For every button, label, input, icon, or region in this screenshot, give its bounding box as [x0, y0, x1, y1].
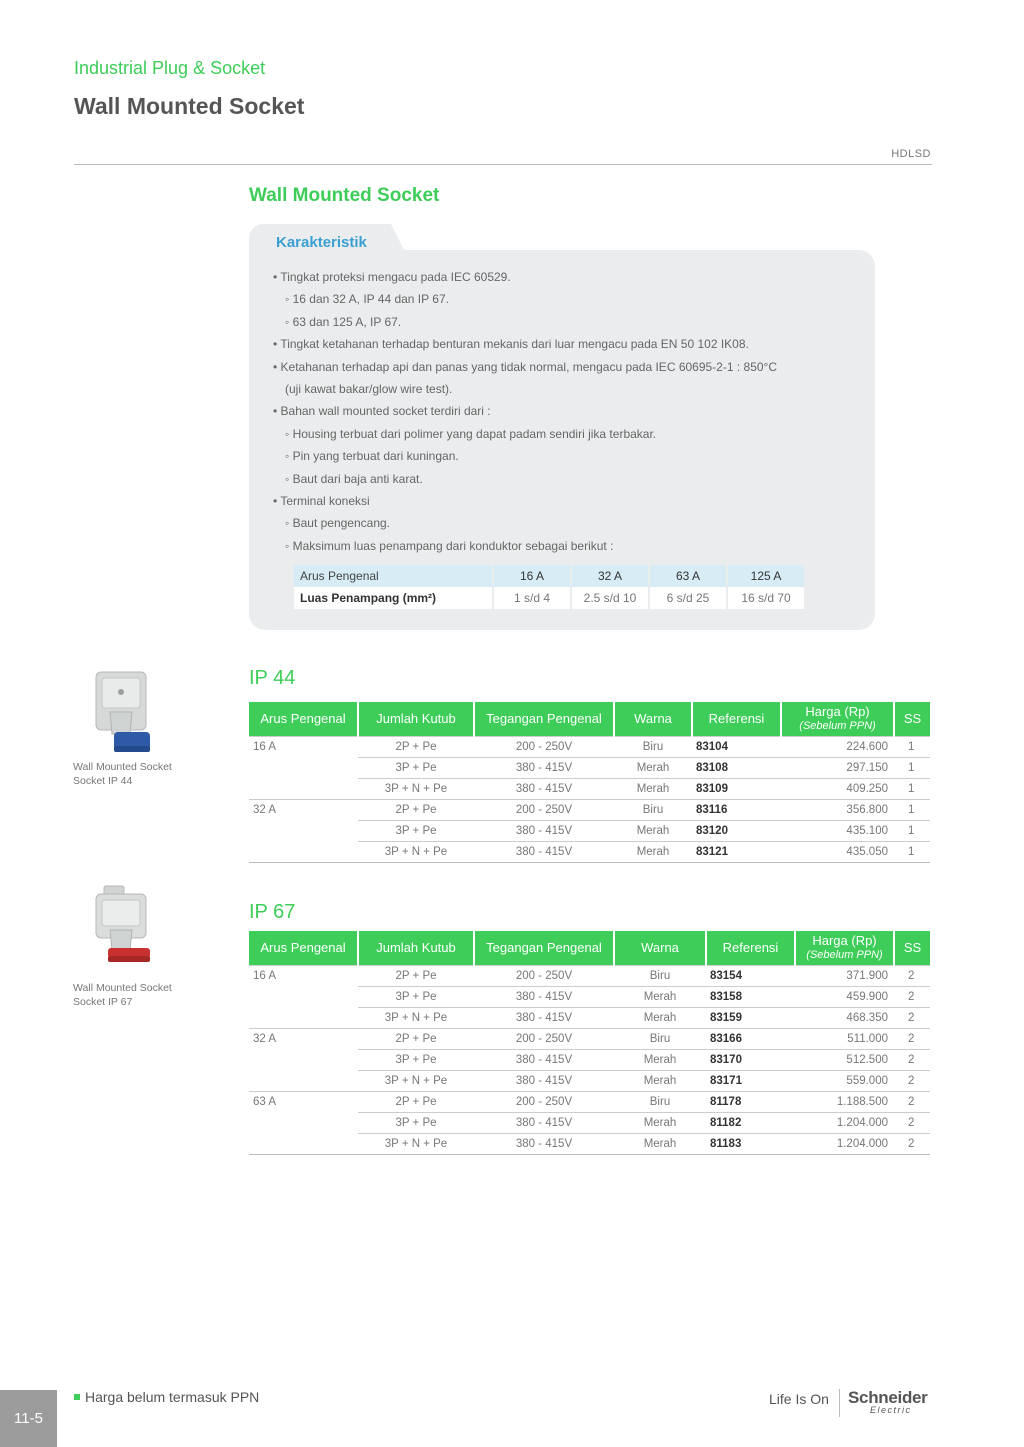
ss-cell: 1: [894, 758, 930, 779]
harga-cell: 435.050: [781, 842, 894, 863]
harga-cell: 1.204.000: [795, 1113, 894, 1134]
col-warna-header: Warna: [614, 931, 706, 966]
kutub-cell: 3P + N + Pe: [358, 1134, 474, 1155]
characteristic-line: ◦ 63 dan 125 A, IP 67.: [285, 314, 402, 329]
kutub-cell: 3P + Pe: [358, 1050, 474, 1071]
warna-cell: Merah: [614, 1050, 706, 1071]
warna-cell: Merah: [614, 821, 692, 842]
bullet-square-icon: [74, 1394, 80, 1400]
ip67-title: IP 67: [249, 901, 296, 923]
ss-cell: 1: [894, 842, 930, 863]
characteristic-line: • Terminal koneksi: [273, 494, 370, 509]
table-row: [249, 1134, 930, 1155]
spec-header-cell: 63 A: [649, 565, 727, 587]
col-harga-header: Harga (Rp) (Sebelum PPN): [795, 931, 894, 966]
referensi-cell: 83159: [706, 1008, 795, 1029]
ss-cell: 2: [894, 987, 930, 1008]
harga-cell: 435.100: [781, 821, 894, 842]
arus-cell: [249, 758, 358, 779]
referensi-cell: 83120: [692, 821, 781, 842]
characteristic-line: ◦ Baut pengencang.: [285, 516, 391, 531]
arus-cell: [249, 1134, 358, 1155]
socket-ip67-image: [90, 884, 156, 968]
referensi-cell: 83154: [706, 966, 795, 987]
warna-cell: Biru: [614, 966, 706, 987]
ss-cell: 1: [894, 800, 930, 821]
table-row: [249, 1071, 930, 1092]
col-arus-header: Arus Pengenal: [249, 931, 358, 966]
warna-cell: Merah: [614, 1134, 706, 1155]
characteristic-line: • Ketahanan terhadap api dan panas yang tidak normal, mengacu pada IEC 60695-2-1 : 850°C: [273, 359, 778, 374]
warna-cell: Merah: [614, 1071, 706, 1092]
tagline: Life Is On: [769, 1391, 829, 1407]
warna-cell: Merah: [614, 1008, 706, 1029]
characteristic-line: ◦ Pin yang terbuat dari kuningan.: [285, 449, 459, 464]
table-row: [249, 800, 930, 821]
characteristic-line: ◦ Maksimum luas penampang dari konduktor sebagai berikut :: [285, 538, 614, 553]
referensi-cell: 83171: [706, 1071, 795, 1092]
referensi-cell: 83104: [692, 737, 781, 758]
warna-cell: Merah: [614, 758, 692, 779]
tegangan-cell: 380 - 415V: [474, 1050, 614, 1071]
tegangan-cell: 380 - 415V: [474, 1113, 614, 1134]
tegangan-cell: 380 - 415V: [474, 987, 614, 1008]
tegangan-cell: 200 - 250V: [474, 1092, 614, 1113]
tegangan-cell: 380 - 415V: [474, 821, 614, 842]
tegangan-cell: 200 - 250V: [474, 1029, 614, 1050]
referensi-cell: 83108: [692, 758, 781, 779]
ss-cell: 1: [894, 737, 930, 758]
col-ss-header: SS: [894, 931, 930, 966]
arus-cell: [249, 1113, 358, 1134]
kutub-cell: 3P + N + Pe: [358, 842, 474, 863]
spec-header-row: [294, 565, 804, 587]
harga-cell: 512.500: [795, 1050, 894, 1071]
spec-value-cell: 16 s/d 70: [727, 587, 804, 609]
ss-cell: 2: [894, 1092, 930, 1113]
table-row: [249, 1008, 930, 1029]
tegangan-cell: 380 - 415V: [474, 1008, 614, 1029]
referensi-cell: 81182: [706, 1113, 795, 1134]
characteristic-line: ◦ Baut dari baja anti karat.: [285, 471, 423, 486]
characteristics-title: Karakteristik: [276, 234, 367, 251]
harga-cell: 1.188.500: [795, 1092, 894, 1113]
tegangan-cell: 200 - 250V: [474, 800, 614, 821]
warna-cell: Biru: [614, 737, 692, 758]
tegangan-cell: 380 - 415V: [474, 1134, 614, 1155]
socket-ip44-image: [88, 668, 158, 756]
footnote: Harga belum termasuk PPN: [74, 1389, 259, 1405]
referensi-cell: 83158: [706, 987, 795, 1008]
ss-cell: 2: [894, 1029, 930, 1050]
referensi-cell: 83109: [692, 779, 781, 800]
arus-cell: [249, 821, 358, 842]
spec-header-cell: 125 A: [727, 565, 804, 587]
characteristic-line: ◦ Housing terbuat dari polimer yang dapat padam sendiri jika terbakar.: [285, 426, 657, 441]
table-row: [249, 1029, 930, 1050]
kutub-cell: 3P + N + Pe: [358, 1071, 474, 1092]
arus-cell: [249, 1050, 358, 1071]
ip67-price-table: [249, 931, 930, 1155]
arus-cell: 16 A: [249, 966, 358, 987]
harga-cell: 297.150: [781, 758, 894, 779]
col-arus-header: Arus Pengenal: [249, 702, 358, 737]
ss-cell: 2: [894, 1050, 930, 1071]
table-row: [249, 821, 930, 842]
kutub-cell: 3P + Pe: [358, 987, 474, 1008]
harga-cell: 559.000: [795, 1071, 894, 1092]
conductor-spec-table: [294, 565, 804, 609]
table-row: [249, 779, 930, 800]
warna-cell: Biru: [614, 800, 692, 821]
col-kutub-header: Jumlah Kutub: [358, 702, 474, 737]
spec-value-row: [294, 587, 804, 609]
header-divider: [74, 164, 932, 165]
spec-row-label: Luas Penampang (mm²): [294, 587, 493, 609]
ss-cell: 2: [894, 966, 930, 987]
warna-cell: Merah: [614, 987, 706, 1008]
kutub-cell: 2P + Pe: [358, 1029, 474, 1050]
characteristics-list: [273, 266, 853, 557]
harga-cell: 511.000: [795, 1029, 894, 1050]
table-row: [249, 842, 930, 863]
kutub-cell: 3P + Pe: [358, 821, 474, 842]
warna-cell: Merah: [614, 1113, 706, 1134]
table-row: [249, 1113, 930, 1134]
kutub-cell: 2P + Pe: [358, 1092, 474, 1113]
kutub-cell: 2P + Pe: [358, 800, 474, 821]
warna-cell: Biru: [614, 1029, 706, 1050]
col-kutub-header: Jumlah Kutub: [358, 931, 474, 966]
warna-cell: Merah: [614, 842, 692, 863]
col-harga-header: Harga (Rp) (Sebelum PPN): [781, 702, 894, 737]
spec-value-cell: 2.5 s/d 10: [571, 587, 649, 609]
brand-divider: [839, 1389, 840, 1417]
tegangan-cell: 380 - 415V: [474, 758, 614, 779]
tegangan-cell: 380 - 415V: [474, 1071, 614, 1092]
characteristic-line: ◦ 16 dan 32 A, IP 44 dan IP 67.: [285, 292, 449, 307]
page-title: Wall Mounted Socket: [74, 93, 305, 119]
socket-ip67-caption: Wall Mounted Socket Socket IP 67: [73, 982, 172, 1008]
col-referensi-header: Referensi: [706, 931, 795, 966]
harga-cell: 409.250: [781, 779, 894, 800]
arus-cell: [249, 987, 358, 1008]
col-referensi-header: Referensi: [692, 702, 781, 737]
arus-cell: 16 A: [249, 737, 358, 758]
col-tegangan-header: Tegangan Pengenal: [474, 702, 614, 737]
kutub-cell: 2P + Pe: [358, 966, 474, 987]
kutub-cell: 2P + Pe: [358, 737, 474, 758]
ss-cell: 2: [894, 1134, 930, 1155]
tegangan-cell: 380 - 415V: [474, 779, 614, 800]
harga-cell: 459.900: [795, 987, 894, 1008]
spec-header-cell: 16 A: [493, 565, 571, 587]
arus-cell: [249, 1071, 358, 1092]
brand-logo: Schneider: [848, 1388, 928, 1407]
spec-header-label: Arus Pengenal: [294, 565, 493, 587]
arus-cell: 32 A: [249, 1029, 358, 1050]
arus-cell: [249, 1008, 358, 1029]
kutub-cell: 3P + Pe: [358, 1113, 474, 1134]
ss-cell: 2: [894, 1113, 930, 1134]
characteristic-line: (uji kawat bakar/glow wire test).: [285, 382, 453, 397]
harga-cell: 468.350: [795, 1008, 894, 1029]
document-code: HDLSD: [891, 148, 931, 160]
kutub-cell: 3P + Pe: [358, 758, 474, 779]
table-row: [249, 758, 930, 779]
ip44-price-table: [249, 702, 930, 863]
warna-cell: Biru: [614, 1092, 706, 1113]
ss-cell: 2: [894, 1008, 930, 1029]
col-tegangan-header: Tegangan Pengenal: [474, 931, 614, 966]
warna-cell: Merah: [614, 779, 692, 800]
table-row: [249, 966, 930, 987]
spec-header-cell: 32 A: [571, 565, 649, 587]
arus-cell: [249, 779, 358, 800]
table-row: [249, 737, 930, 758]
harga-cell: 1.204.000: [795, 1134, 894, 1155]
brand-logo-sub: Electric: [870, 1405, 912, 1415]
spec-value-cell: 6 s/d 25: [649, 587, 727, 609]
characteristic-line: • Tingkat ketahanan terhadap benturan mekanis dari luar mengacu pada EN 50 102 IK08.: [273, 337, 749, 352]
ss-cell: 1: [894, 821, 930, 842]
table-row: [249, 1050, 930, 1071]
tegangan-cell: 200 - 250V: [474, 966, 614, 987]
arus-cell: 63 A: [249, 1092, 358, 1113]
ip44-title: IP 44: [249, 667, 296, 689]
table-row: [249, 987, 930, 1008]
referensi-cell: 83166: [706, 1029, 795, 1050]
arus-cell: 32 A: [249, 800, 358, 821]
characteristic-line: • Tingkat proteksi mengacu pada IEC 60529.: [273, 270, 511, 284]
socket-ip44-caption: Wall Mounted Socket Socket IP 44: [73, 761, 172, 787]
table-header-row: [249, 702, 930, 737]
kutub-cell: 3P + N + Pe: [358, 779, 474, 800]
page-number: 11-5: [0, 1390, 57, 1447]
referensi-cell: 81178: [706, 1092, 795, 1113]
category-label: Industrial Plug & Socket: [74, 58, 266, 78]
col-ss-header: SS: [894, 702, 930, 737]
referensi-cell: 83116: [692, 800, 781, 821]
ss-cell: 2: [894, 1071, 930, 1092]
tegangan-cell: 200 - 250V: [474, 737, 614, 758]
col-warna-header: Warna: [614, 702, 692, 737]
harga-cell: 356.800: [781, 800, 894, 821]
table-header-row: [249, 931, 930, 966]
referensi-cell: 83121: [692, 842, 781, 863]
section-title: Wall Mounted Socket: [249, 185, 440, 206]
table-row: [249, 1092, 930, 1113]
kutub-cell: 3P + N + Pe: [358, 1008, 474, 1029]
ss-cell: 1: [894, 779, 930, 800]
arus-cell: [249, 842, 358, 863]
tegangan-cell: 380 - 415V: [474, 842, 614, 863]
referensi-cell: 81183: [706, 1134, 795, 1155]
harga-cell: 371.900: [795, 966, 894, 987]
referensi-cell: 83170: [706, 1050, 795, 1071]
harga-cell: 224.600: [781, 737, 894, 758]
spec-value-cell: 1 s/d 4: [493, 587, 571, 609]
characteristic-line: • Bahan wall mounted socket terdiri dari :: [273, 404, 491, 419]
